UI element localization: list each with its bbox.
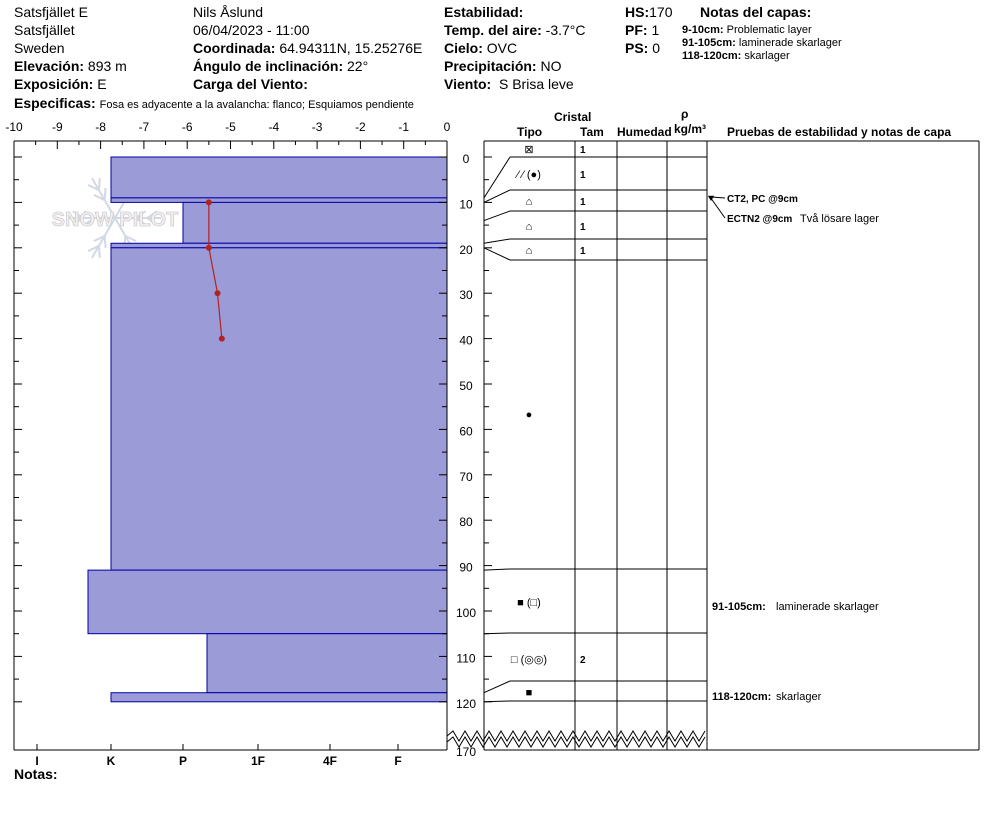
crystal-size: 1 bbox=[580, 246, 586, 257]
hardness-layer bbox=[111, 248, 447, 570]
depth-tick-label: 60 bbox=[459, 424, 473, 439]
temperature-point bbox=[215, 290, 221, 296]
flake-branch bbox=[105, 188, 106, 200]
depth-tick-label: 110 bbox=[456, 651, 476, 666]
hardness-label: I bbox=[35, 754, 39, 768]
side-note-range: 91-105cm: bbox=[712, 601, 766, 613]
depth-tick-label: 30 bbox=[459, 288, 473, 303]
side-note-range: 118-120cm: bbox=[712, 691, 772, 703]
hardness-layer bbox=[111, 198, 447, 203]
temp-tick-label: 0 bbox=[443, 120, 451, 134]
precip-label: Precipitación: bbox=[444, 58, 537, 74]
test-label: CT2, PC @9cm bbox=[727, 194, 798, 205]
crystal-type: ⁄ ⁄ (●) bbox=[517, 169, 541, 181]
crystal-size: 1 bbox=[580, 197, 586, 208]
hardness-layers bbox=[88, 157, 447, 702]
air-temp-label: Temp. del aire: bbox=[444, 22, 542, 38]
ps-label: PS: bbox=[625, 40, 649, 56]
crystal-type: ■ (□) bbox=[517, 597, 541, 609]
test-note: Två lösare lager bbox=[800, 213, 879, 225]
size-header: Tam bbox=[580, 125, 604, 139]
temp-tick-label: -5 bbox=[225, 120, 236, 134]
hardness-label: K bbox=[106, 754, 116, 768]
axis-break bbox=[447, 731, 705, 741]
side-note-text: skarlager bbox=[776, 691, 822, 703]
temp-tick-label: -1 bbox=[398, 120, 410, 134]
crystal-type: ■ bbox=[525, 687, 533, 699]
depth-tick-label: 170 bbox=[455, 745, 477, 759]
depth-tick-label: 90 bbox=[459, 560, 473, 575]
depth-tick-label: 50 bbox=[459, 379, 473, 393]
crystal-type: ⌂ bbox=[525, 221, 533, 233]
hardness-layer bbox=[183, 202, 447, 243]
elevation-label: Elevación: bbox=[14, 58, 85, 74]
humidity-header: Humedad bbox=[617, 125, 672, 139]
hardness-layer bbox=[88, 570, 447, 634]
depth-tick-label: 0 bbox=[462, 152, 470, 166]
hardness-layer bbox=[111, 157, 447, 198]
crystal-type: ⌂ bbox=[525, 245, 533, 257]
wind-value: S Brisa leve bbox=[498, 76, 574, 92]
temperature-point bbox=[206, 199, 212, 205]
specifics-value: Fosa es adyacente a la avalancha: flanco; Esquiamos pendiente bbox=[99, 99, 414, 111]
layer-note-range: 91-105cm: bbox=[682, 37, 736, 49]
crystal-type: ● bbox=[525, 409, 533, 421]
crystal-connector bbox=[484, 633, 510, 634]
crystal-type: ⌂ bbox=[525, 196, 533, 208]
crystal-size: 1 bbox=[580, 170, 586, 181]
air-temp-value: -3.7°C bbox=[545, 22, 586, 38]
precip-value: NO bbox=[540, 58, 562, 74]
hardness-label: F bbox=[394, 754, 402, 768]
temp-tick-label: -2 bbox=[355, 120, 366, 134]
wind-load-label: Carga del Viento: bbox=[193, 76, 308, 92]
flake-branch bbox=[105, 236, 106, 248]
hardness-label: 1F bbox=[250, 754, 266, 768]
slope-value: 22° bbox=[347, 58, 369, 74]
temp-tick-label: -6 bbox=[181, 120, 193, 134]
coords-value: 64.94311N, 15.25276E bbox=[279, 40, 423, 56]
specifics-label: Especificas: bbox=[14, 95, 96, 111]
sky-label: Cielo: bbox=[444, 40, 483, 56]
aspect-label: Exposición: bbox=[14, 76, 94, 92]
density-unit-header: kg/m³ bbox=[674, 122, 707, 136]
layer-note-text: skarlager bbox=[744, 50, 790, 62]
depth-tick-label: 100 bbox=[455, 606, 477, 620]
depth-tick-label: 80 bbox=[459, 515, 473, 530]
depth-tick-label: 20 bbox=[459, 242, 473, 257]
datetime: 06/04/2023 - 11:00 bbox=[193, 22, 310, 38]
flake-branch bbox=[99, 246, 100, 258]
layer-note-text: laminerade skarlager bbox=[738, 37, 842, 49]
crystal-header: Cristal bbox=[554, 110, 592, 124]
elevation-value: 893 m bbox=[87, 58, 127, 74]
tests-header: Pruebas de estabilidad y notas de capa bbox=[727, 125, 952, 139]
crystal-type: ⊠ bbox=[524, 144, 534, 156]
location-name: Satsfjället bbox=[14, 22, 75, 38]
temp-tick-label: -8 bbox=[95, 120, 106, 134]
layer-notes-title: Notas del capas: bbox=[700, 4, 812, 20]
temp-tick-label: -3 bbox=[311, 120, 323, 134]
hardness-layer bbox=[207, 634, 447, 693]
ps-value: 0 bbox=[652, 40, 661, 56]
rho-header: ρ bbox=[681, 107, 689, 121]
observer-name: Nils Åslund bbox=[193, 4, 264, 20]
notes-label: Notas: bbox=[14, 766, 58, 782]
slope-label: Ángulo de inclinación: bbox=[193, 58, 344, 74]
sky-value: OVC bbox=[486, 40, 518, 56]
coords-label: Coordinada: bbox=[193, 40, 276, 56]
temperature-point bbox=[206, 245, 212, 251]
hardness-label: 4F bbox=[322, 754, 338, 768]
axis-break bbox=[447, 737, 705, 747]
temp-tick-label: -4 bbox=[268, 120, 280, 134]
temperature-point bbox=[219, 336, 225, 342]
crystal-connector bbox=[484, 239, 510, 243]
crystal-connector bbox=[484, 681, 510, 693]
layer-note-text: Problematic layer bbox=[726, 24, 812, 36]
pf-label: PF: bbox=[625, 22, 648, 38]
crystal-connector bbox=[484, 248, 510, 260]
crystal-size: 2 bbox=[580, 655, 586, 666]
test-arrow-head bbox=[708, 196, 714, 201]
hs-label: HS: bbox=[625, 4, 650, 20]
type-header: Tipo bbox=[517, 125, 543, 139]
stability-label: Estabilidad: bbox=[444, 4, 524, 20]
hs-value: 170 bbox=[649, 4, 673, 20]
hardness-label: P bbox=[178, 754, 188, 768]
crystal-type: □ (◎◎) bbox=[510, 654, 548, 666]
crystal-connector bbox=[484, 701, 510, 702]
test-arrow-line bbox=[710, 197, 725, 218]
crystal-cells bbox=[484, 144, 707, 702]
crystal-size: 1 bbox=[580, 222, 586, 233]
logo-text: SNOW PILOT bbox=[51, 209, 179, 231]
layer-note-range: 118-120cm: bbox=[682, 50, 742, 62]
depth-tick-label: 40 bbox=[459, 333, 473, 348]
depth-tick-label: 120 bbox=[455, 696, 477, 711]
site-name: Satsfjället E bbox=[14, 4, 88, 20]
temp-tick-label: -9 bbox=[51, 120, 63, 134]
country-name: Sweden bbox=[14, 40, 65, 56]
hardness-layer bbox=[111, 693, 447, 702]
hardness-layer bbox=[111, 243, 447, 248]
crystal-connector bbox=[484, 569, 510, 570]
crystal-grid bbox=[484, 141, 979, 750]
temp-tick-label: -10 bbox=[5, 120, 23, 134]
wind-label: Viento: bbox=[444, 76, 492, 92]
side-note-text: laminerade skarlager bbox=[776, 601, 879, 613]
stability-tests bbox=[708, 194, 879, 703]
layer-note-range: 9-10cm: bbox=[682, 24, 724, 36]
crystal-size: 1 bbox=[580, 145, 586, 156]
pf-value: 1 bbox=[651, 22, 660, 38]
crystal-connector bbox=[484, 211, 510, 221]
depth-tick-label: 10 bbox=[459, 197, 473, 212]
temp-tick-label: -7 bbox=[138, 120, 150, 134]
flake-branch bbox=[99, 178, 100, 190]
depth-tick-label: 70 bbox=[459, 469, 473, 484]
test-label: ECTN2 @9cm bbox=[727, 214, 793, 225]
aspect-value: E bbox=[97, 76, 107, 92]
